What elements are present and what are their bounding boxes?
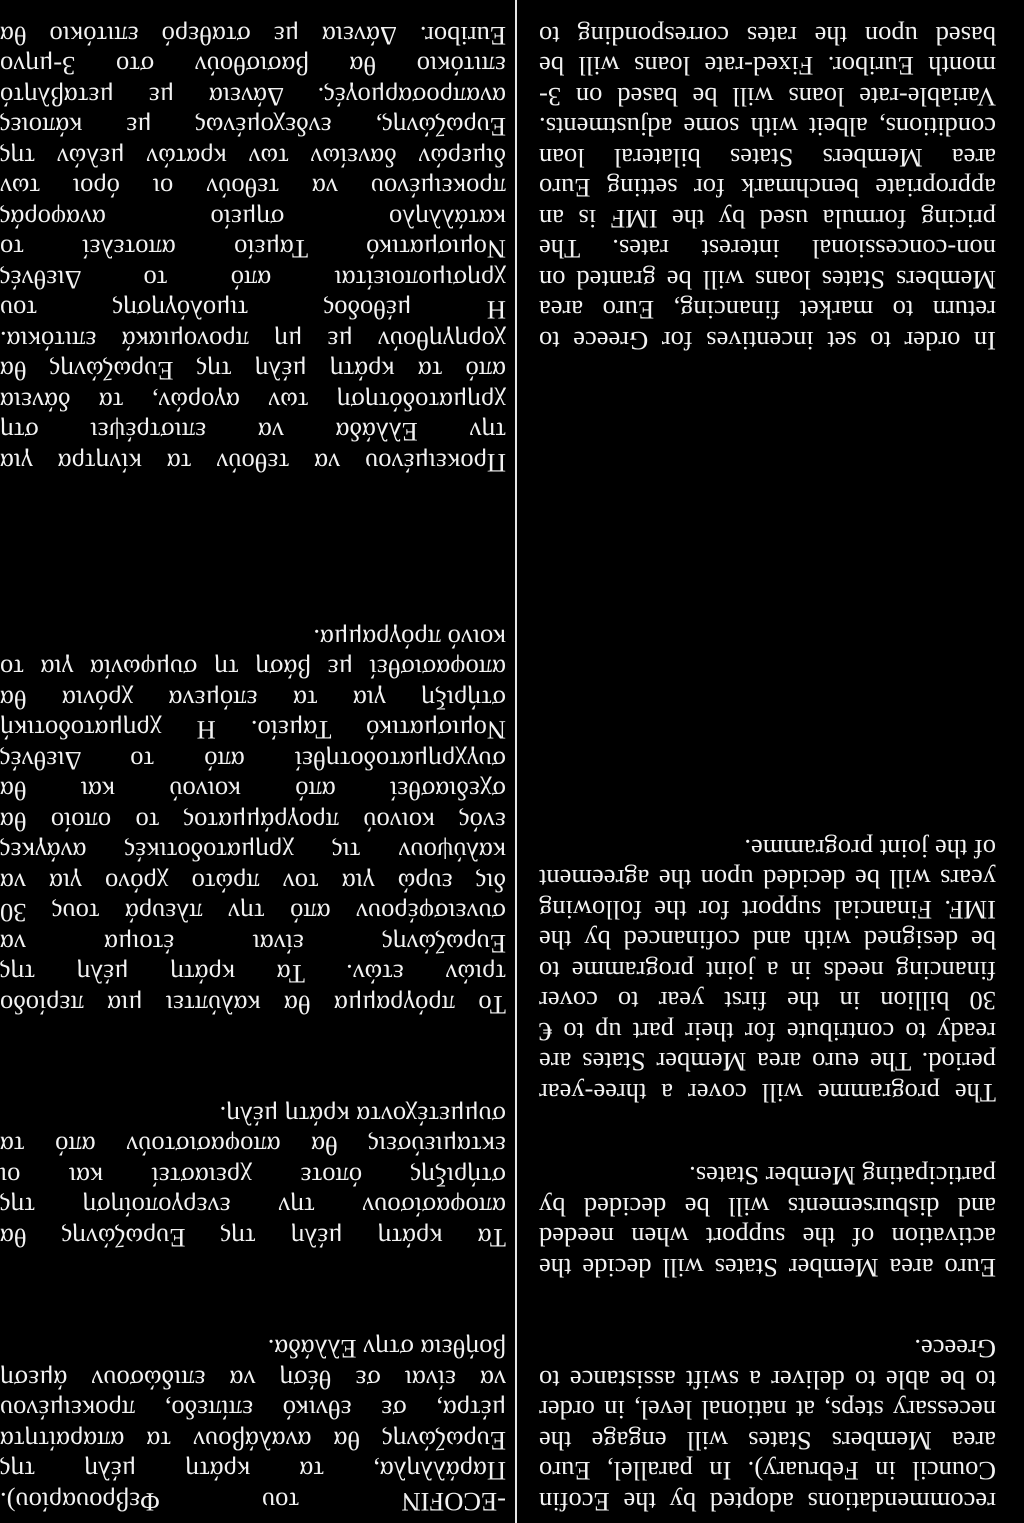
text-line: to be able to deliver a swift assistance to bbox=[539, 1365, 996, 1395]
text-line: based upon the rates corresponding to bbox=[539, 21, 996, 51]
english-paragraph-4 bbox=[539, 21, 1024, 357]
text-line: participating Member States. bbox=[689, 1161, 996, 1192]
english-paragraph-2 bbox=[539, 1161, 1024, 1283]
text-line: Προκειμένου να τεθούν τα κίνητρα για bbox=[0, 448, 506, 478]
text-line: κατάλληλο σημείο αναφοράς bbox=[0, 204, 506, 234]
text-line: Council in February). In parallel, Euro bbox=[539, 1456, 996, 1487]
text-line: area Members States will engage the bbox=[539, 1426, 996, 1456]
text-line: Ευρωζώνης θα αναλάβουν τα απαραίτητα bbox=[0, 1426, 506, 1456]
text-line: and disbursements will be decided by bbox=[539, 1192, 996, 1222]
text-line: από τα κράτη μέλη της Ευρωζώνης θα bbox=[0, 356, 506, 387]
column-divider bbox=[515, 0, 517, 1523]
text-line: be designed with and cofinanced by the bbox=[539, 925, 996, 956]
text-line: τριών ετών. Τα κράτη μέλη της bbox=[0, 959, 506, 990]
text-line: financing needs in a joint programme to bbox=[539, 956, 996, 986]
text-line: IMF. Financial support for the following bbox=[539, 895, 996, 925]
greek-paragraph-4 bbox=[0, 21, 506, 479]
text-line: χρηματοδότηση των αγορών, τα δάνεια bbox=[0, 387, 506, 417]
text-line: month Euribor. Fixed-rate loans will be bbox=[539, 51, 996, 82]
text-line: διμερών δανείων των κρατών μελών της bbox=[0, 143, 506, 173]
text-line: στήριξης όποτε χρειαστεί και οι bbox=[0, 1162, 506, 1192]
text-line: Το πρόγραμμα θα καλύπτει μια περίοδο bbox=[0, 990, 506, 1020]
text-line: The programme will cover a three-year bbox=[539, 1078, 996, 1108]
text-line: συμμετέχοντα κράτη μέλη. bbox=[219, 1101, 506, 1131]
text-line: appropriate benchmark for setting Euro bbox=[539, 173, 996, 204]
text-line: στήριξη για τα επόμενα χρόνια θα bbox=[0, 685, 506, 715]
english-column bbox=[539, 0, 1024, 1523]
text-line: of the joint programme. bbox=[744, 834, 996, 864]
text-line: ready to contribute for their part up to € bbox=[539, 1017, 996, 1047]
text-line: σχεδιασθεί από κοινού και θα bbox=[0, 776, 506, 807]
text-line: years will be decided upon the agreement bbox=[539, 864, 996, 895]
text-line: συνεισφέρουν από την πλευρά τους 30 bbox=[0, 898, 506, 929]
text-line: μέτρα, σε εθνικό επίπεδο, προκειμένου bbox=[0, 1395, 506, 1426]
english-paragraph-3 bbox=[539, 834, 1024, 1109]
text-line: Νομισματικό Ταμείο αποτελεί το bbox=[0, 234, 506, 265]
english-paragraph-1 bbox=[539, 1334, 1024, 1517]
text-line: -ECOFIN του Φεβρουαρίου). bbox=[0, 1487, 506, 1517]
text-line: βοήθεια στην Ελλάδα. bbox=[267, 1334, 506, 1365]
text-line: δις ευρώ για τον πρώτο χρόνο για να bbox=[0, 868, 506, 898]
text-line: recommendations adopted by the Ecofin bbox=[539, 1487, 996, 1517]
text-line: Νομισματικό Ταμείο. Η χρηματοδοτική bbox=[0, 715, 506, 746]
text-line: Ευρωζώνης είναι έτοιμα να bbox=[0, 929, 506, 959]
text-line: Τα κράτη μέλη της Ευρωζώνης θα bbox=[0, 1223, 506, 1253]
text-line: area Members States bilateral loan bbox=[539, 143, 996, 173]
text-line: conditions, albeit with some adjustments. bbox=[539, 112, 996, 143]
text-line: αναπροσαρμογές. Δάνεια με μεταβλητό bbox=[0, 82, 506, 112]
text-line: καλύψουν τις χρηματοδοτικές ανάγκες bbox=[0, 837, 506, 868]
text-line: Greece. bbox=[914, 1334, 996, 1365]
greek-paragraph-3 bbox=[0, 624, 506, 1021]
text-line: Η μέθοδος τιμολόγησης του bbox=[0, 295, 506, 326]
text-line: 30 billion in the first year to cover bbox=[539, 986, 996, 1017]
text-line: pricing formula used by the IMF is an bbox=[539, 204, 996, 234]
text-line: χρησιμοποιείται από το Διεθνές bbox=[0, 265, 506, 295]
text-line: αποφασίσουν την ενεργοποίηση της bbox=[0, 1192, 506, 1223]
text-line: Euribor. Δάνεια με σταθερό επιτόκιο θα bbox=[0, 21, 506, 51]
text-line: την Ελλάδα να επιστρέψει στη bbox=[0, 417, 506, 448]
text-line: Παράλληλα, τα κράτη μέλη της bbox=[0, 1456, 506, 1487]
text-line: Euro area Member States will decide the bbox=[539, 1253, 996, 1283]
text-line: In order to set incentives for Greece to bbox=[539, 326, 996, 356]
greek-paragraph-1 bbox=[0, 1334, 506, 1517]
text-line: activation of the support when needed bbox=[539, 1222, 996, 1253]
text-line: επιτόκιο θα βασισθούν στο 3-μηνο bbox=[0, 51, 506, 82]
text-line: προκειμένου να τεθούν οι όροι των bbox=[0, 173, 506, 204]
text-line: χορηγηθούν με μη προνομιακά επιτόκια. bbox=[0, 326, 506, 356]
text-line: εκταμιεύσεις θα αποφασιστούν από τα bbox=[0, 1131, 506, 1162]
text-line: Members States loans will be granted on bbox=[539, 265, 996, 295]
text-line: Variable-rate loans will be based on 3- bbox=[539, 82, 996, 112]
text-line: αποφασισθεί με βάση τη συμφωνία για το bbox=[0, 654, 506, 685]
text-line: return to market financing, Euro area bbox=[539, 295, 996, 326]
greek-column bbox=[0, 0, 506, 1523]
text-line: ενός κοινού προγράμματος το οποίο θα bbox=[0, 807, 506, 837]
text-line: κοινό πρόγραμμα. bbox=[313, 624, 506, 654]
text-line: non-concessional interest rates. The bbox=[539, 234, 996, 265]
text-line: Ευρωζώνης, ενδεχομένως με κάποιες bbox=[0, 112, 506, 143]
text-line: necessary steps, at national level, in order bbox=[539, 1395, 996, 1426]
greek-paragraph-2 bbox=[0, 1101, 506, 1254]
text-line: συγχρηματοδοτηθεί από το Διεθνές bbox=[0, 746, 506, 776]
text-line: period. The euro area Member States are bbox=[539, 1047, 996, 1078]
text-line: να είναι σε θέση να επιδώσουν άμεση bbox=[0, 1365, 506, 1395]
